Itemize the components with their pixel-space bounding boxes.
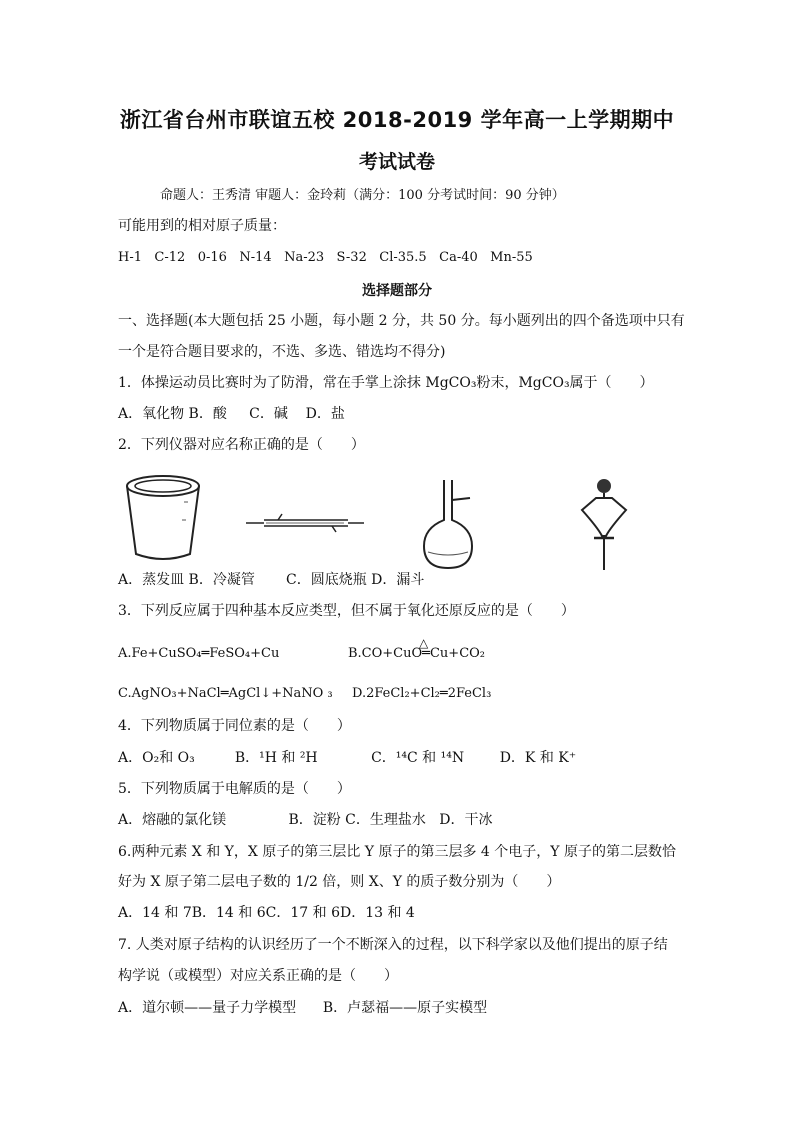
- question-3-option-c: C.AgNO₃+NaCl═AgCl↓+NaNO ₃: [118, 686, 333, 701]
- question-5-options: [118, 810, 492, 830]
- separatory-funnel-figure: [574, 474, 634, 574]
- question-2-stem: 2．下列仪器对应名称正确的是（ ）: [118, 437, 365, 453]
- authors-line: 命题人：王秀清 审题人：金玲莉（满分：100 分考试时间：90 分钟）: [160, 188, 565, 203]
- option: B．卢瑟福——原子实模型: [322, 1000, 488, 1016]
- atomic-mass-item: Na-23: [284, 250, 325, 265]
- section-title: 选择题部分: [362, 283, 432, 299]
- question-7-stem-line-2: 构学说（或模型）对应关系正确的是（ ）: [118, 968, 398, 984]
- atomic-mass-item: H-1: [118, 250, 143, 265]
- atomic-mass-item: 0-16: [197, 250, 227, 265]
- option: A．熔融的氯化镁: [118, 812, 227, 828]
- question-7-stem-line-1: 7. 人类对原子结构的认识经历了一个不断深入的过程，以下科学家以及他们提出的原子结: [118, 937, 668, 953]
- exam-subtitle: 考试试卷: [358, 151, 435, 173]
- atomic-mass-item: Ca-40: [439, 250, 478, 265]
- question-3-option-b: B.CO+CuO═Cu+CO₂: [348, 646, 486, 661]
- instructions-line-2: 一个是符合题目要求的，不选、多选、错选均不得分): [118, 344, 446, 360]
- question-1-stem: 1．体操运动员比赛时为了防滑，常在手掌上涂抹 MgCO₃粉末，MgCO₃属于（ ）: [118, 375, 654, 391]
- exam-title: 浙江省台州市联谊五校 2018-2019 学年高一上学期期中: [119, 108, 675, 132]
- option: D．K 和 K⁺: [499, 750, 577, 766]
- atomic-mass-item: Mn-55: [490, 250, 533, 265]
- atomic-mass-item: C-12: [154, 250, 186, 265]
- condenser-figure: [244, 510, 366, 536]
- atomic-mass-intro: 可能用到的相对原子质量：: [118, 218, 286, 234]
- atomic-mass-item: Cl-35.5: [379, 250, 427, 265]
- atomic-mass-list: [118, 248, 533, 268]
- question-6-stem-line-1: 6.两种元素 X 和 Y，X 原子的第三层比 Y 原子的第三层多 4 个电子，Y 原子的第二层数恰: [118, 844, 676, 860]
- option: D．盐: [305, 406, 345, 422]
- question-2-options: [118, 570, 424, 590]
- question-7-options: [118, 998, 487, 1018]
- question-4-options: [118, 748, 576, 768]
- question-5-stem: 5．下列物质属于电解质的是（ ）: [118, 781, 351, 797]
- option: C．碱: [249, 406, 288, 422]
- question-4-stem: 4．下列物质属于同位素的是（ ）: [118, 718, 351, 734]
- question-3-option-d: D.2FeCl₂+Cl₂═2FeCl₃: [352, 686, 492, 701]
- option: C．¹⁴C 和 ¹⁴N: [371, 750, 465, 766]
- question-3-stem: 3．下列反应属于四种基本反应类型，但不属于氧化还原反应的是（ ）: [118, 603, 575, 619]
- heat-symbol: △: [419, 636, 429, 650]
- option: B．淀粉 C．生理盐水: [288, 812, 426, 828]
- question-3-option-a: A.Fe+CuSO₄═FeSO₄+Cu: [118, 646, 280, 661]
- option: D．干冰: [439, 812, 493, 828]
- option: C．圆底烧瓶 D．漏斗: [286, 572, 425, 588]
- question-1-options: [118, 404, 345, 424]
- option: A．蒸发皿 B．冷凝管: [118, 572, 255, 588]
- atomic-mass-item: S-32: [336, 250, 367, 265]
- question-6-options: A．14 和 7B．14 和 6C．17 和 6D．13 和 4: [118, 905, 415, 921]
- flask-figure: [418, 478, 484, 574]
- question-6-stem-line-2: 好为 X 原子第二层电子数的 1/2 倍，则 X、Y 的质子数分别为（ ）: [118, 874, 561, 890]
- instructions-line-1: 一、选择题(本大题包括 25 小题，每小题 2 分，共 50 分。每小题列出的四个备选项中只有: [118, 313, 685, 329]
- option: B．¹H 和 ²H: [234, 750, 318, 766]
- option: A．O₂和 O₃: [118, 750, 195, 766]
- atomic-mass-item: N-14: [239, 250, 272, 265]
- evaporating-dish-figure: [118, 472, 218, 568]
- option: A．道尔顿——量子力学模型: [118, 1000, 297, 1016]
- option: A．氧化物 B．酸: [118, 406, 227, 422]
